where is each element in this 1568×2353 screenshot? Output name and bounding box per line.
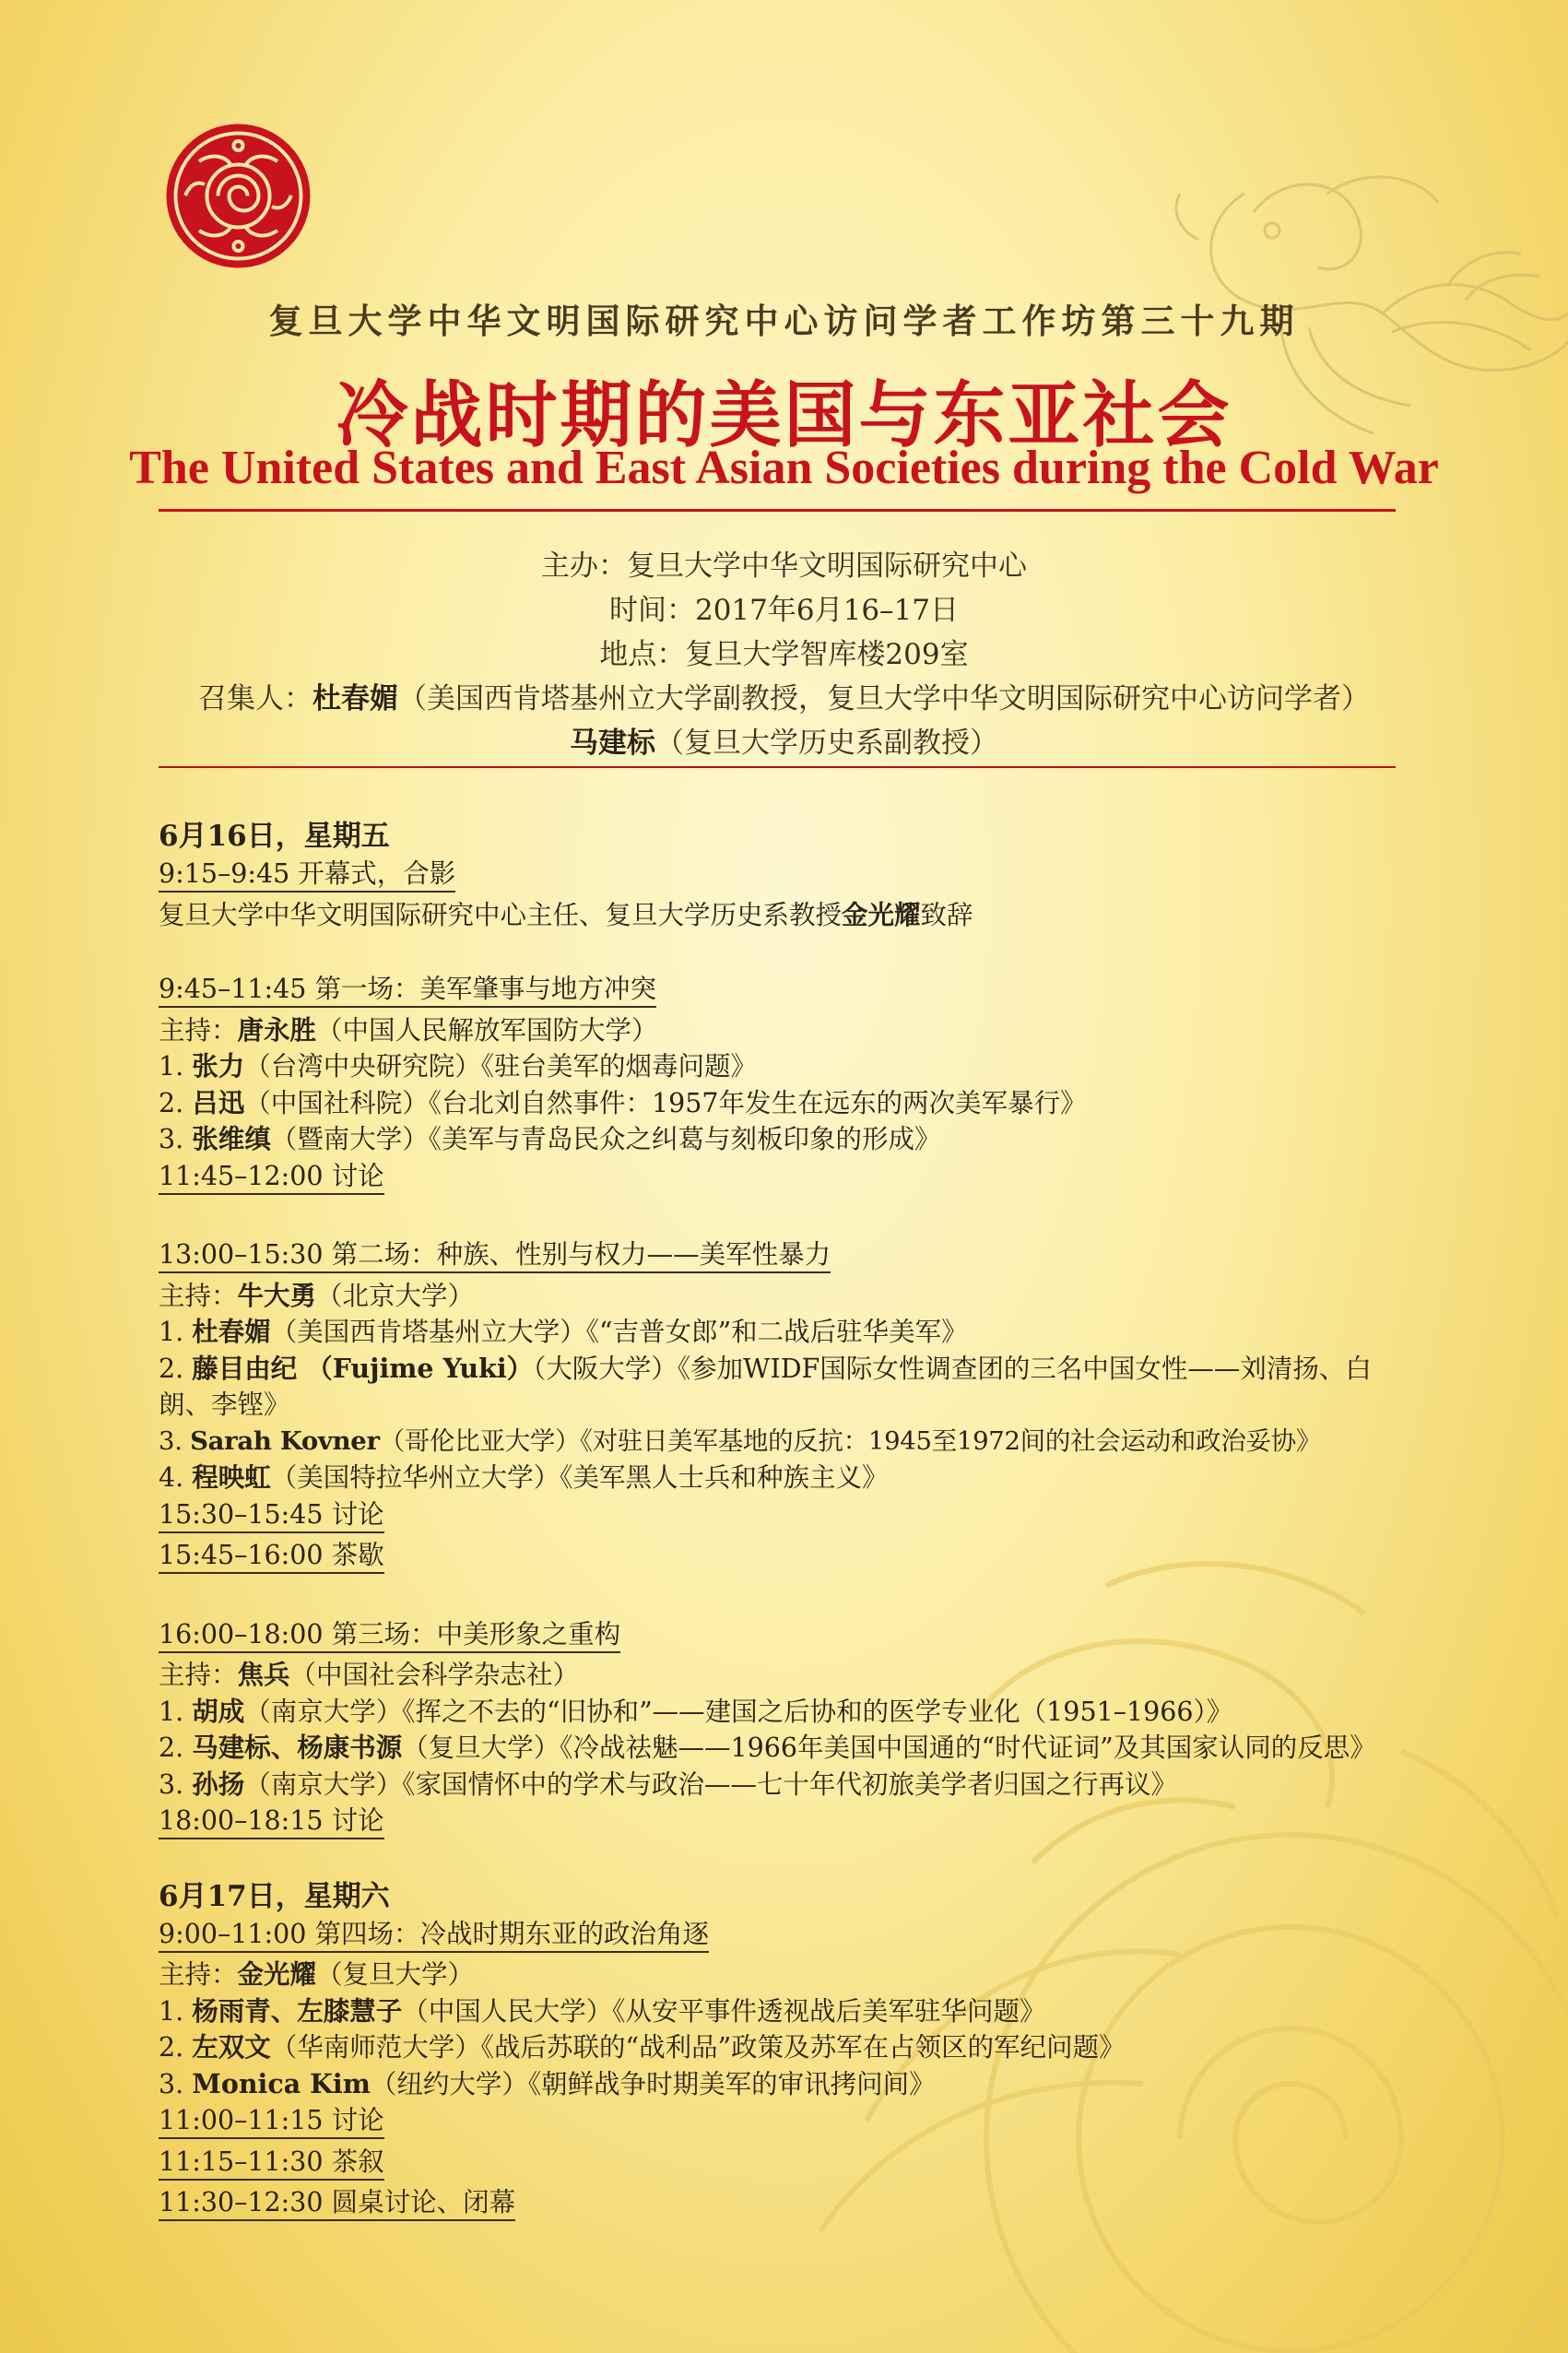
session-time: 15:45–16:00 茶歇 bbox=[159, 1540, 384, 1574]
program-schedule bbox=[159, 817, 1412, 2226]
paper-item bbox=[159, 1351, 1412, 1424]
paper-detail: （台湾中央研究院）《驻台美军的烟毒问题》 bbox=[244, 1051, 758, 1082]
speaker-name: 金光耀 bbox=[842, 898, 921, 930]
day-heading: 6月16日，星期五 bbox=[159, 820, 390, 853]
paper-number: 3. bbox=[159, 1124, 193, 1154]
convener-affiliation: （复旦大学历史系副教授） bbox=[655, 727, 998, 760]
paper-detail: （暨南大学）《美军与青岛民众之纠葛与刻板印象的形成》 bbox=[270, 1124, 941, 1154]
opening-speech bbox=[159, 897, 1412, 934]
host-line: 主办：复旦大学中华文明国际研究中心 bbox=[541, 550, 1027, 583]
session-time: 11:30–12:30 圆桌讨论、闭幕 bbox=[159, 2187, 515, 2221]
presenter-name: Sarah Kovner bbox=[190, 1425, 380, 1456]
session-time: 16:00–18:00 第三场：中美形象之重构 bbox=[159, 1619, 620, 1653]
paper-item bbox=[159, 1121, 1412, 1158]
chair-affiliation: （中国社会科学杂志社） bbox=[289, 1660, 580, 1690]
paper-detail: （华南师范大学）《战后苏联的“战利品”政策及苏军在占领区的军纪问题》 bbox=[270, 2032, 1126, 2063]
paper-number: 3. bbox=[159, 1768, 193, 1800]
session-time: 9:00–11:00 第四场：冷战时期东亚的政治角逐 bbox=[159, 1919, 709, 1953]
chair-label: 主持： bbox=[159, 1280, 238, 1311]
session-chair bbox=[159, 1957, 1412, 1993]
venue-line: 地点：复旦大学智库楼209室 bbox=[599, 638, 969, 671]
paper-number: 4. bbox=[159, 1462, 193, 1493]
paper-number: 2. bbox=[159, 2032, 193, 2063]
chair-label: 主持： bbox=[159, 1660, 238, 1690]
paper-detail: （美国特拉华州立大学）《美军黑人士兵和种族主义》 bbox=[270, 1462, 889, 1493]
session-time: 9:45–11:45 第一场：美军肇事与地方冲突 bbox=[159, 974, 656, 1008]
info-divider bbox=[159, 766, 1396, 768]
presenter-name: 吕迅 bbox=[192, 1086, 245, 1118]
presenter-name: 马建标、杨康书源 bbox=[192, 1732, 403, 1763]
session-time: 18:00–18:15 讨论 bbox=[159, 1805, 384, 1839]
paper-item bbox=[159, 1694, 1412, 1731]
paper-number: 1. bbox=[159, 1995, 193, 2027]
chair-name: 牛大勇 bbox=[237, 1279, 317, 1311]
workshop-series-line: 复旦大学中华文明国际研究中心访问学者工作坊第三十九期 bbox=[268, 301, 1300, 341]
convener-name: 杜春媚 bbox=[312, 682, 398, 715]
chair-name: 唐永胜 bbox=[237, 1013, 317, 1046]
paper-number: 1. bbox=[159, 1051, 193, 1082]
paper-detail: （哥伦比亚大学）《对驻日美军基地的反抗：1945至1972间的社会运动和政治妥协》 bbox=[379, 1425, 1322, 1456]
paper-detail: （中国人民大学）《从安平事件透视战后美军驻华问题》 bbox=[402, 1995, 1046, 2027]
paper-item bbox=[159, 1460, 1412, 1496]
chair-affiliation: （北京大学） bbox=[316, 1280, 475, 1311]
presenter-name: 程映虹 bbox=[192, 1461, 271, 1493]
day-heading: 6月17日，星期六 bbox=[159, 1879, 390, 1913]
paper-item bbox=[159, 1314, 1412, 1351]
chair-affiliation: （复旦大学） bbox=[316, 1959, 475, 1990]
presenter-name: 张维缜 bbox=[192, 1123, 271, 1154]
session-time: 9:15–9:45 开幕式，合影 bbox=[159, 858, 455, 893]
session-time: 11:15–11:30 茶叙 bbox=[159, 2146, 384, 2181]
presenter-name: 胡成 bbox=[192, 1695, 245, 1727]
seal-emblem-icon bbox=[162, 120, 314, 272]
chair-label: 主持： bbox=[159, 1014, 238, 1046]
chair-name: 焦兵 bbox=[237, 1659, 290, 1690]
session-time: 13:00–15:30 第二场：种族、性别与权力——美军性暴力 bbox=[159, 1239, 831, 1273]
presenter-name: 杨雨青、左膝慧子 bbox=[192, 1994, 403, 2027]
presenter-name: 张力 bbox=[192, 1050, 245, 1082]
presenter-name: 左双文 bbox=[192, 2031, 271, 2063]
session-time: 11:00–11:15 讨论 bbox=[159, 2105, 384, 2139]
paper-number: 1. bbox=[159, 1317, 193, 1347]
paper-number: 2. bbox=[159, 1732, 193, 1763]
presenter-name: 藤目由纪 （Fujime Yuki） bbox=[192, 1352, 534, 1384]
paper-item bbox=[159, 1993, 1412, 2030]
convener-affiliation: （美国西肯塔基州立大学副教授，复旦大学中华文明国际研究中心访问学者） bbox=[398, 682, 1370, 715]
paper-detail: （大阪大学）《参加WIDF国际女性调查团的三名中国女性——刘清扬、白朗、李铿》 bbox=[159, 1353, 1372, 1420]
speech-text: 复旦大学中华文明国际研究中心主任、复旦大学历史系教授 bbox=[159, 899, 843, 930]
convener-line-1 bbox=[0, 675, 1568, 716]
page-title-english: The United States and East Asian Societies during the Cold War bbox=[129, 442, 1439, 494]
session-time: 15:30–15:45 讨论 bbox=[159, 1499, 384, 1533]
convener-line-2 bbox=[0, 719, 1568, 761]
paper-item bbox=[159, 2066, 1412, 2103]
presenter-name: Monica Kim bbox=[192, 2067, 371, 2099]
paper-item bbox=[159, 1424, 1412, 1460]
title-divider bbox=[159, 509, 1396, 512]
speech-text: 致辞 bbox=[920, 899, 973, 930]
paper-number: 3. bbox=[159, 1425, 191, 1456]
paper-item bbox=[159, 1085, 1412, 1122]
paper-detail: （美国西肯塔基州立大学）《“吉普女郎”和二战后驻华美军》 bbox=[270, 1317, 968, 1347]
presenter-name: 孙扬 bbox=[192, 1768, 245, 1800]
paper-detail: （中国社科院）《台北刘自然事件：1957年发生在远东的两次美军暴行》 bbox=[244, 1087, 1087, 1118]
paper-detail: （复旦大学）《冷战祛魅——1966年美国中国通的“时代证词”及其国家认同的反思》 bbox=[402, 1732, 1376, 1763]
paper-item bbox=[159, 1767, 1412, 1803]
session-time: 11:45–12:00 讨论 bbox=[159, 1161, 384, 1195]
chair-affiliation: （中国人民解放军国防大学） bbox=[316, 1014, 658, 1046]
session-chair bbox=[159, 1657, 1412, 1694]
page-title-chinese: 冷战时期的美国与东亚社会 bbox=[336, 373, 1232, 457]
paper-number: 3. bbox=[159, 2068, 193, 2099]
chair-label: 主持： bbox=[159, 1959, 238, 1990]
paper-item bbox=[159, 2029, 1412, 2066]
convener-name: 马建标 bbox=[570, 727, 655, 760]
paper-number: 2. bbox=[159, 1087, 193, 1118]
paper-number: 1. bbox=[159, 1696, 193, 1727]
chair-name: 金光耀 bbox=[237, 1958, 317, 1990]
paper-detail: （南京大学）《家国情怀中的学术与政治——七十年代初旅美学者归国之行再议》 bbox=[244, 1768, 1178, 1800]
paper-number: 2. bbox=[159, 1353, 193, 1384]
time-line: 时间：2017年6月16–17日 bbox=[608, 594, 959, 627]
session-chair bbox=[159, 1012, 1412, 1049]
paper-item bbox=[159, 1730, 1412, 1767]
paper-detail: （纽约大学）《朝鲜战争时期美军的审讯拷问间》 bbox=[370, 2068, 936, 2099]
session-chair bbox=[159, 1278, 1412, 1315]
presenter-name: 杜春媚 bbox=[192, 1316, 271, 1347]
convener-label: 召集人： bbox=[198, 682, 312, 715]
paper-item bbox=[159, 1048, 1412, 1085]
paper-detail: （南京大学）《挥之不去的“旧协和”——建国之后协和的医学专业化（1951–1966）》 bbox=[244, 1696, 1233, 1727]
